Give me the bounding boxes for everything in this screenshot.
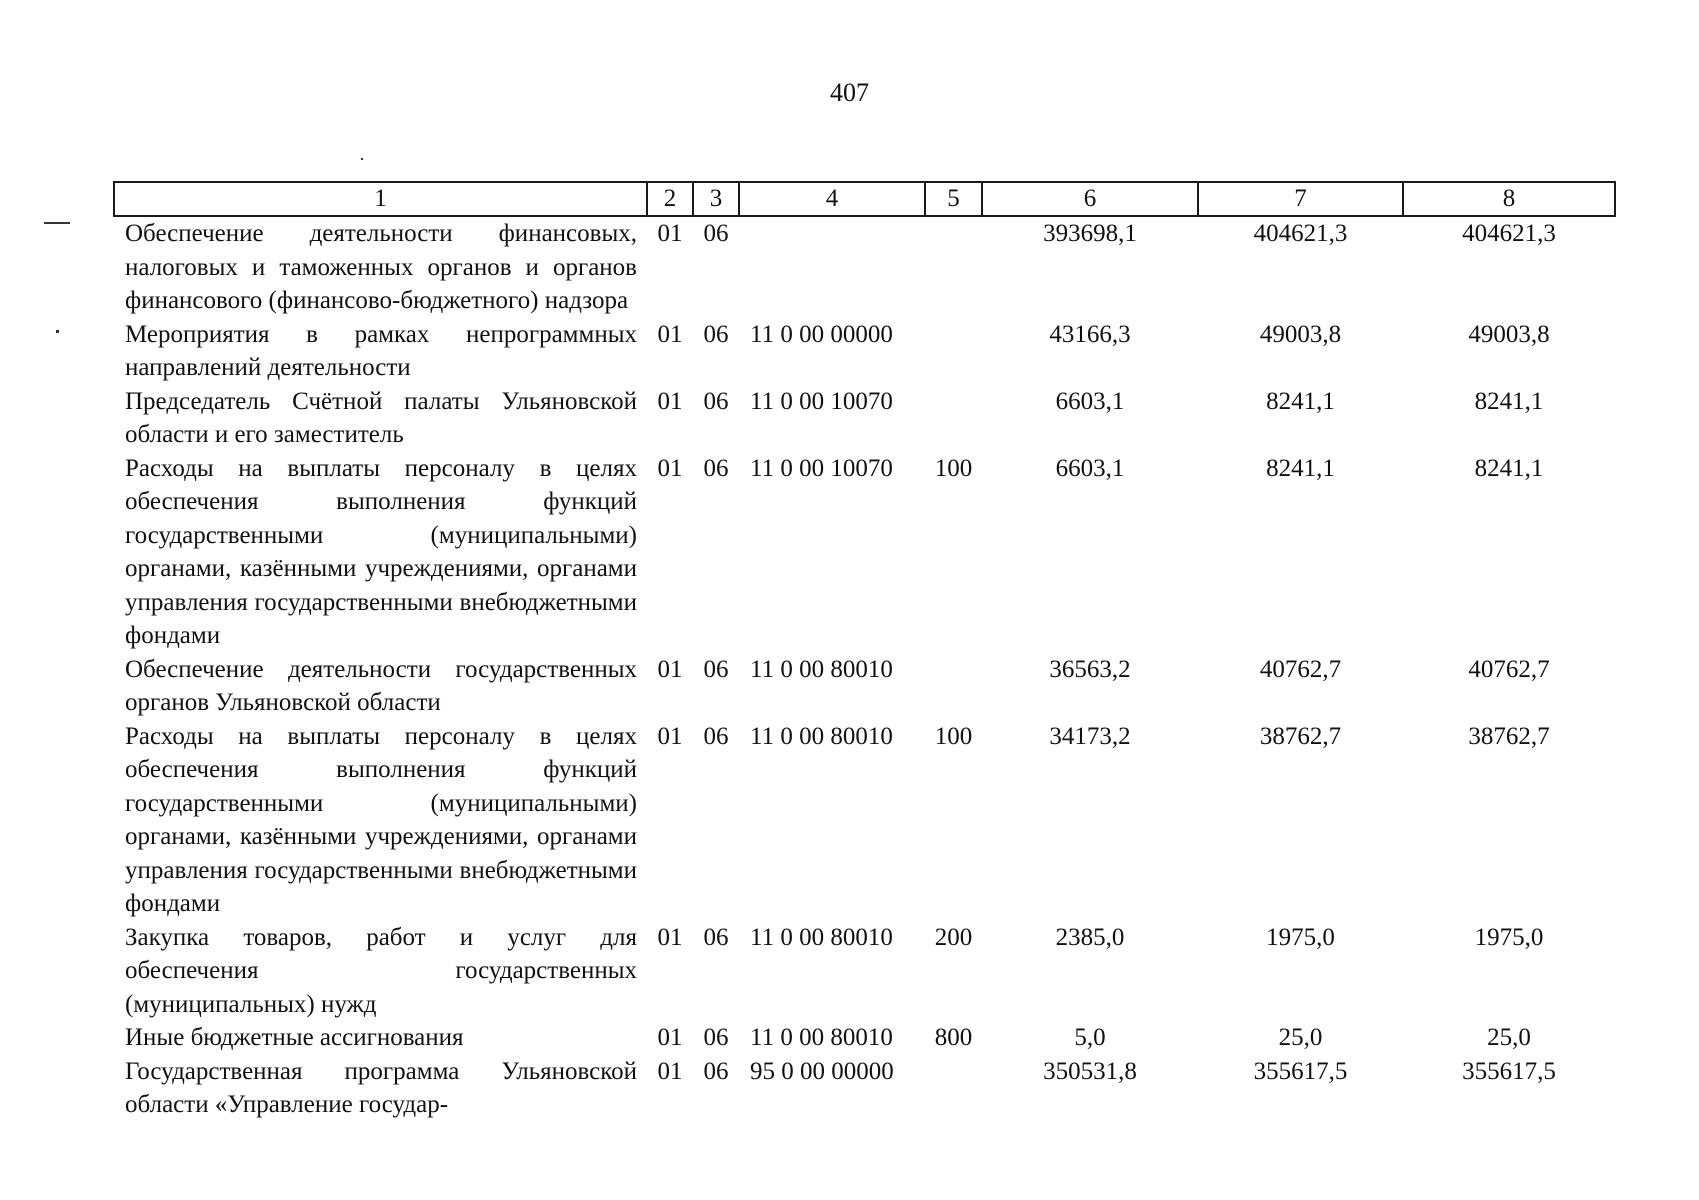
row-name: Иные бюджетные ассигнования — [125, 1024, 464, 1051]
row-expense-type: 800 — [934, 1024, 973, 1051]
row-subsection: 06 — [703, 220, 729, 247]
row-section: 01 — [657, 923, 683, 951]
table-row — [114, 653, 1615, 720]
row-amount-6: 2385,0 — [1055, 923, 1125, 951]
row-amount-7: 49003,8 — [1259, 320, 1342, 348]
row-expense-type — [925, 216, 982, 318]
scan-speck — [56, 330, 59, 333]
row-amount-7: 355617,5 — [1253, 1057, 1348, 1085]
row-amount-6: 350531,8 — [1043, 1057, 1137, 1085]
row-section: 01 — [657, 220, 683, 247]
table-row — [114, 318, 1615, 385]
row-amount-8: 38762,7 — [1468, 722, 1550, 750]
row-subsection: 06 — [703, 722, 729, 750]
page-number: 407 — [830, 78, 869, 107]
table-row — [114, 216, 1615, 318]
row-amount-6: 393698,1 — [1043, 220, 1137, 247]
header-cell-2: 2 — [647, 182, 693, 216]
row-section: 01 — [657, 1024, 683, 1051]
header-cell-6: 6 — [982, 182, 1198, 216]
row-expense-type: 100 — [934, 454, 973, 482]
row-subsection: 06 — [703, 1057, 729, 1085]
header-cell-3: 3 — [693, 182, 739, 216]
row-section: 01 — [657, 722, 683, 750]
row-name: Обеспечение деятельности государственных органов Ульяновской области — [125, 655, 637, 716]
row-name: Закупка товаров, работ и услуг для обеспечения государственных (муниципальных) нужд — [125, 923, 637, 1018]
row-name: Председатель Счётной палаты Ульяновской области и его заместитель — [125, 387, 637, 448]
row-amount-8: 40762,7 — [1468, 655, 1550, 683]
row-name: Государственная программа Ульяновской области «Управление государ- — [125, 1057, 637, 1118]
header-cell-7: 7 — [1198, 182, 1403, 216]
row-subsection: 06 — [703, 320, 729, 348]
row-amount-8: 355617,5 — [1462, 1057, 1556, 1085]
row-amount-8: 8241,1 — [1474, 454, 1544, 482]
row-section: 01 — [657, 1057, 683, 1085]
row-amount-7: 1975,0 — [1266, 923, 1335, 951]
row-section: 01 — [657, 320, 683, 348]
row-section: 01 — [657, 454, 683, 482]
row-name: Расходы на выплаты персоналу в целях обеспечения выполнения функций государственными (муниципальными) органами, казёнными учреждениями, органами управления государственными внебюджетными фондами — [125, 722, 637, 917]
table-row — [114, 385, 1615, 452]
row-target-code: 11 0 00 80010 — [750, 722, 893, 750]
row-section: 01 — [657, 387, 683, 415]
row-subsection: 06 — [703, 923, 729, 951]
row-target-code — [739, 216, 925, 318]
header-cell-5: 5 — [925, 182, 982, 216]
row-amount-6: 43166,3 — [1049, 320, 1131, 348]
row-target-code: 11 0 00 10070 — [750, 454, 893, 482]
table-row — [114, 921, 1615, 1022]
row-amount-7: 38762,7 — [1259, 722, 1342, 750]
row-amount-6: 36563,2 — [1049, 655, 1131, 683]
row-amount-7: 25,0 — [1278, 1024, 1323, 1051]
margin-dash — [44, 222, 70, 224]
row-subsection: 06 — [703, 1024, 729, 1051]
table-row — [114, 452, 1615, 653]
row-target-code: 95 0 00 00000 — [750, 1057, 894, 1085]
table-row — [114, 1021, 1615, 1055]
row-amount-8: 404621,3 — [1462, 220, 1556, 247]
row-amount-6: 6603,1 — [1055, 454, 1125, 482]
row-amount-8: 25,0 — [1487, 1024, 1531, 1051]
row-expense-type — [925, 1055, 982, 1122]
row-target-code: 11 0 00 00000 — [750, 320, 893, 348]
row-amount-6: 5,0 — [1074, 1024, 1106, 1051]
row-subsection: 06 — [703, 387, 729, 415]
budget-table — [113, 181, 1616, 1122]
header-cell-8: 8 — [1403, 182, 1615, 216]
table-row — [114, 720, 1615, 921]
row-target-code: 11 0 00 80010 — [750, 923, 893, 951]
row-target-code: 11 0 00 80010 — [750, 655, 893, 683]
row-amount-8: 1975,0 — [1474, 923, 1544, 951]
row-amount-6: 34173,2 — [1049, 722, 1131, 750]
row-amount-7: 8241,1 — [1266, 454, 1335, 482]
row-amount-7: 40762,7 — [1259, 655, 1342, 683]
table-row — [114, 1055, 1615, 1122]
row-target-code: 11 0 00 10070 — [750, 387, 893, 415]
row-expense-type — [925, 385, 982, 452]
row-expense-type — [925, 318, 982, 385]
row-subsection: 06 — [703, 454, 729, 482]
row-expense-type: 100 — [934, 722, 973, 750]
scan-speck — [361, 158, 363, 160]
row-amount-7: 8241,1 — [1266, 387, 1335, 415]
row-subsection: 06 — [703, 655, 729, 683]
row-amount-8: 8241,1 — [1474, 387, 1544, 415]
header-cell-4: 4 — [739, 182, 925, 216]
row-name: Мероприятия в рамках непрограммных направлений деятельности — [125, 320, 637, 381]
row-section: 01 — [657, 655, 683, 683]
row-amount-7: 404621,3 — [1253, 220, 1348, 247]
table-header-row — [114, 182, 1615, 216]
row-expense-type — [925, 653, 982, 720]
row-expense-type: 200 — [934, 923, 973, 951]
header-cell-1: 1 — [114, 182, 647, 216]
row-amount-8: 49003,8 — [1468, 320, 1550, 348]
row-target-code: 11 0 00 80010 — [750, 1024, 893, 1051]
row-name: Обеспечение деятельности финансовых, налоговых и таможенных органов и органов финансового (финансово-бюджетного) надзора — [125, 220, 637, 314]
row-amount-6: 6603,1 — [1055, 387, 1125, 415]
row-name: Расходы на выплаты персоналу в целях обеспечения выполнения функций государственными (муниципальными) органами, казёнными учреждениями, органами управления государственными внебюджетными фондами — [125, 454, 637, 649]
